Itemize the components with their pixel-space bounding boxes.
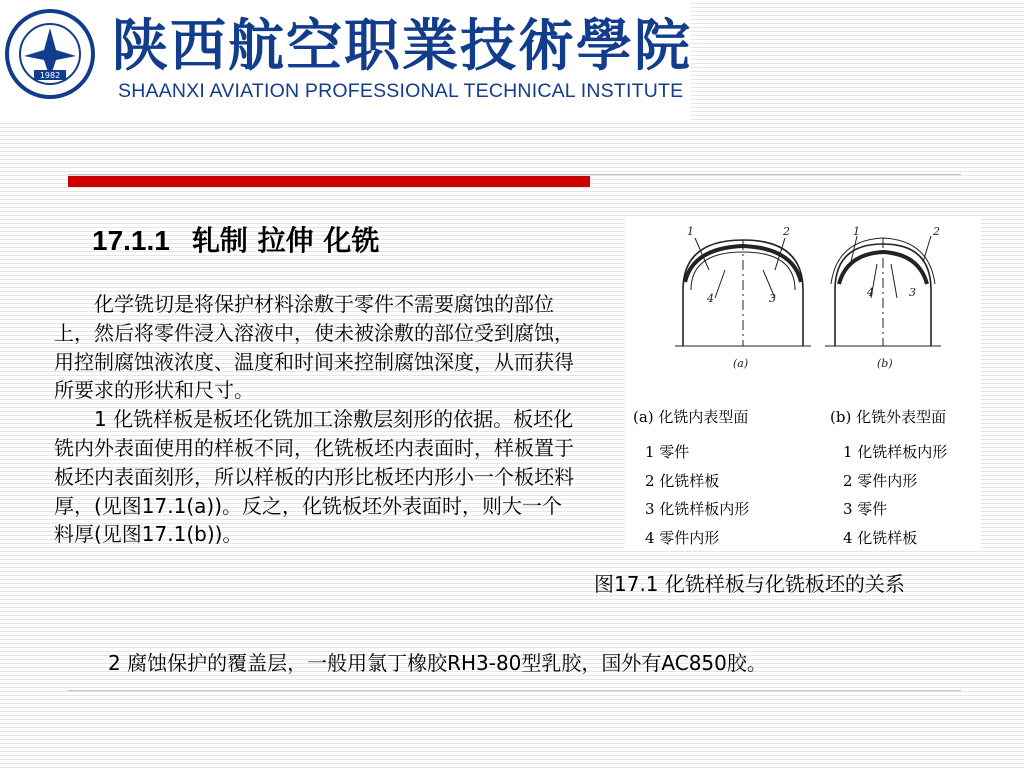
panel-a-item: 1 零件	[645, 443, 690, 461]
panel-a-title: (a) 化铣内表型面	[633, 408, 749, 426]
panel-a-legend	[645, 438, 749, 552]
panel-b-item: 1 化铣样板内形	[843, 443, 948, 461]
callout-b-3: 3	[909, 286, 916, 299]
callout-a-1: 1	[687, 225, 694, 238]
header-divider	[68, 174, 961, 188]
panel-b-legend	[843, 438, 947, 552]
section-title-text: 轧制 拉伸 化铣	[191, 224, 380, 257]
callout-a-3: 3	[769, 292, 776, 305]
paragraph-3: 2 腐蚀保护的覆盖层，一般用氯丁橡胶RH3-80型乳胶，国外有AC850胶。	[108, 651, 767, 675]
seal-year: 1982	[39, 71, 61, 80]
section-title	[92, 222, 379, 260]
figure-diagram	[625, 218, 981, 403]
panel-b-item: 4 化铣样板	[843, 528, 918, 547]
paragraph-2: 1 化铣样板是板坯化铣加工涂敷层刻形的依据。板坯化铣内外表面使用的样板不同，化铣板坯内表面时，样板置于板坯内表面刻形，所以样板的内形比板坯内形小一个板坯料厚，(见图17.1(a))。反之，化铣板坯外表面时，则大一个料厚(见图17.1(b))。	[54, 407, 574, 547]
panel-a-item: 3 化铣样板内形	[645, 500, 750, 518]
school-name-cn: 陕西航空职業技術學院	[112, 13, 692, 79]
school-name-en: SHAANXI AVIATION PROFESSIONAL TECHNICAL INSTITUTE	[118, 80, 684, 102]
figure-caption: 图17.1 化铣样板与化铣板坯的关系	[594, 572, 905, 596]
callout-a-2: 2	[783, 225, 790, 238]
figure-17-1	[625, 218, 981, 551]
school-seal-logo	[4, 8, 96, 100]
panel-b-item: 3 零件	[843, 500, 888, 518]
panel-a-item: 2 化铣样板	[645, 471, 720, 490]
callout-b-4: 4	[867, 286, 874, 299]
panel-b-title: (b) 化铣外表型面	[830, 408, 947, 426]
paragraph-1: 化学铣切是将保护材料涂敷于零件不需要腐蚀的部位上，然后将零件浸入溶液中，使未被涂敷的部位受到腐蚀，用控制腐蚀液浓度、温度和时间来控制腐蚀深度，从而获得所要求的形状和尺寸。	[54, 292, 574, 403]
header-divider-red-bar	[68, 176, 590, 187]
panel-a-item: 4 零件内形	[645, 528, 720, 547]
sub-label-a: (a)	[733, 357, 749, 370]
section-number: 17.1.1	[92, 225, 170, 256]
footer-divider	[68, 690, 961, 691]
callout-b-2: 2	[933, 225, 940, 238]
callout-b-1: 1	[853, 225, 860, 238]
callout-a-4: 4	[707, 292, 714, 305]
sub-label-b: (b)	[877, 357, 893, 370]
body-text	[54, 290, 580, 549]
header-banner	[0, 0, 690, 122]
panel-b-item: 2 零件内形	[843, 471, 918, 490]
